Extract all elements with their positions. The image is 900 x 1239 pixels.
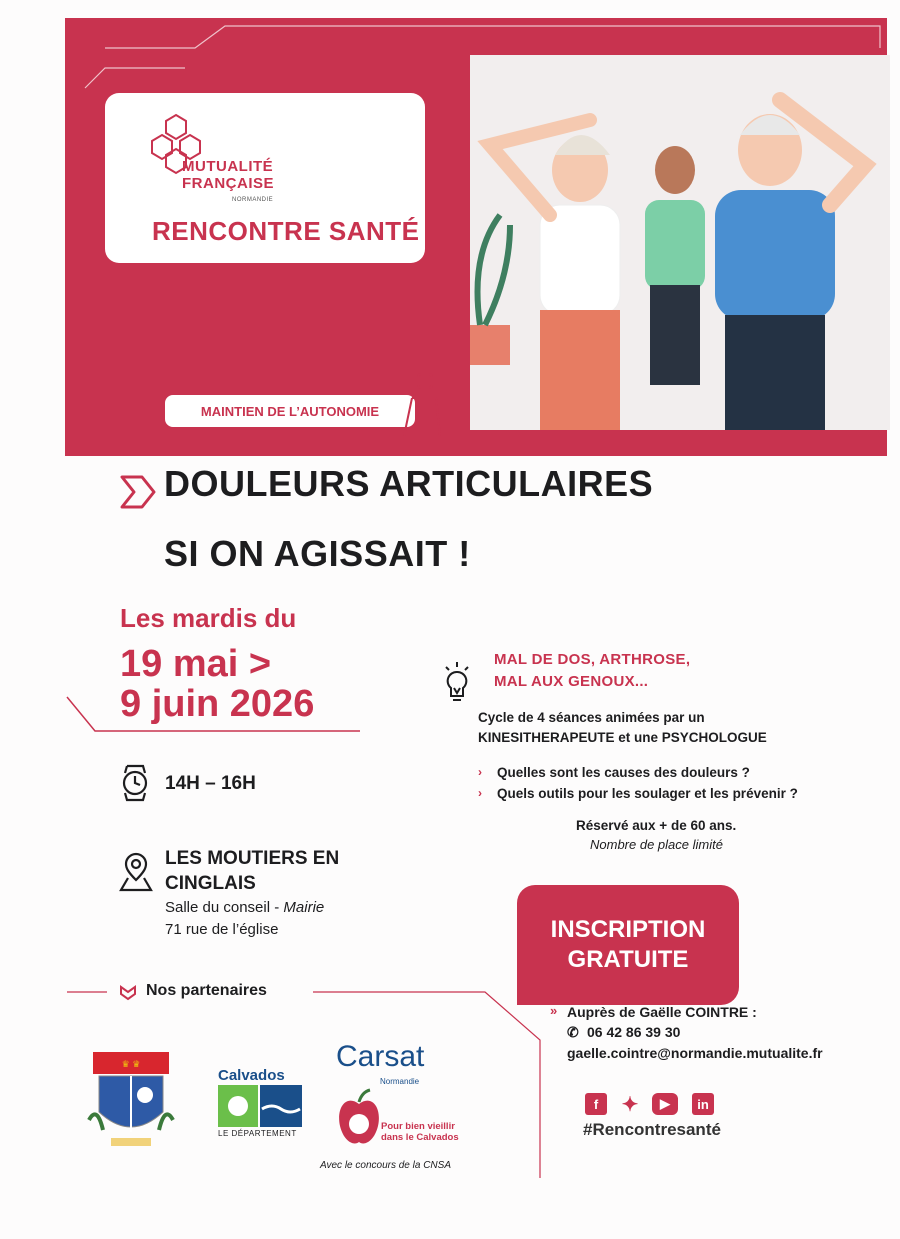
calvados-logo xyxy=(218,1085,302,1127)
cnsa-note: Avec le concours de la CNSA xyxy=(320,1160,451,1171)
svg-text:♛ ♛: ♛ ♛ xyxy=(121,1059,141,1069)
contact-chevron-icon: » xyxy=(550,1003,558,1018)
org-name-line2: FRANÇAISE xyxy=(182,175,275,192)
pbv-line1: Pour bien vieillir xyxy=(381,1121,455,1132)
seniors-exercising-illustration xyxy=(470,55,890,430)
apple-logo xyxy=(336,1088,382,1148)
linkedin-icon[interactable]: in xyxy=(692,1093,714,1115)
title-line1: DOULEURS ARTICULAIRES xyxy=(164,463,654,504)
elderly-person-icon xyxy=(398,370,446,438)
time-label: 14H – 16H xyxy=(165,773,256,794)
contact-phone[interactable]: 06 42 86 39 30 xyxy=(587,1024,681,1040)
bluesky-icon[interactable]: ✦ xyxy=(621,1093,639,1116)
inscription-line2: GRATUITE xyxy=(567,946,689,973)
lightbulb-icon xyxy=(442,660,472,704)
question-2: Quels outils pour les soulager et les prévenir ? xyxy=(497,786,798,801)
question-1-bullet-icon: › xyxy=(478,765,482,779)
contact-label: Auprès de Gaëlle COINTRE : xyxy=(567,1004,757,1020)
question-1: Quelles sont les causes des douleurs ? xyxy=(497,765,750,780)
chevron-right-icon xyxy=(118,473,158,511)
carsat-sub: Normandie xyxy=(380,1077,420,1086)
contact-email[interactable]: gaelle.cointre@normandie.mutualite.fr xyxy=(567,1045,823,1061)
watch-icon xyxy=(118,762,152,804)
hashtag[interactable]: #Rencontresanté xyxy=(583,1120,721,1139)
dates-intro: Les mardis du xyxy=(120,603,297,633)
coat-of-arms-logo xyxy=(85,1050,177,1150)
carsat-name: Carsat xyxy=(336,1040,425,1073)
org-name-line1: MUTUALITÉ xyxy=(182,158,274,175)
inscription-badge xyxy=(517,885,739,1005)
location-city-line1: LES MOUTIERS EN xyxy=(165,848,340,869)
limited-note: Nombre de place limité xyxy=(590,837,723,852)
pbv-line2: dans le Calvados xyxy=(381,1132,459,1143)
calvados-sub: LE DÉPARTEMENT xyxy=(218,1129,297,1138)
calvados-name: Calvados xyxy=(218,1067,285,1084)
theme-tag-label: MAINTIEN DE L’AUTONOMIE xyxy=(200,403,380,419)
dates-range-line2: 9 juin 2026 xyxy=(120,683,315,725)
program-cycle-line2: KINESITHERAPEUTE et une PSYCHOLOGUE xyxy=(478,730,767,745)
dates-range-line1: 19 mai > xyxy=(120,643,272,685)
theme-tag xyxy=(163,393,417,429)
program-headline-line1: MAL DE DOS, ARTHROSE, xyxy=(494,651,691,668)
youtube-icon[interactable]: ▶ xyxy=(652,1093,678,1115)
inscription-line1: INSCRIPTION xyxy=(550,916,706,943)
location-room-place: Mairie xyxy=(283,899,325,916)
partners-heading: Nos partenaires xyxy=(146,982,267,999)
heart-shield-icon xyxy=(118,984,138,1002)
location-city-line2: CINGLAIS xyxy=(165,873,256,894)
title-line2: SI ON AGISSAIT ! xyxy=(164,533,471,574)
facebook-icon[interactable]: f xyxy=(585,1093,607,1115)
location-room xyxy=(165,899,324,916)
question-2-bullet-icon: › xyxy=(478,786,482,800)
reserved-note: Réservé aux + de 60 ans. xyxy=(576,818,737,833)
org-region: NORMANDIE xyxy=(232,197,274,203)
phone-icon: ✆ xyxy=(567,1024,579,1040)
location-address: 71 rue de l’église xyxy=(165,921,279,938)
program-cycle-line1: Cycle de 4 séances animées par un xyxy=(478,710,705,725)
event-type: RENCONTRE SANTÉ xyxy=(152,216,420,246)
location-pin-icon xyxy=(118,852,154,892)
illustration-seniors xyxy=(470,55,890,430)
location-room-label: Salle du conseil - xyxy=(165,899,284,916)
dates-underline xyxy=(65,695,365,735)
program-headline-line2: MAL AUX GENOUX... xyxy=(494,673,649,690)
